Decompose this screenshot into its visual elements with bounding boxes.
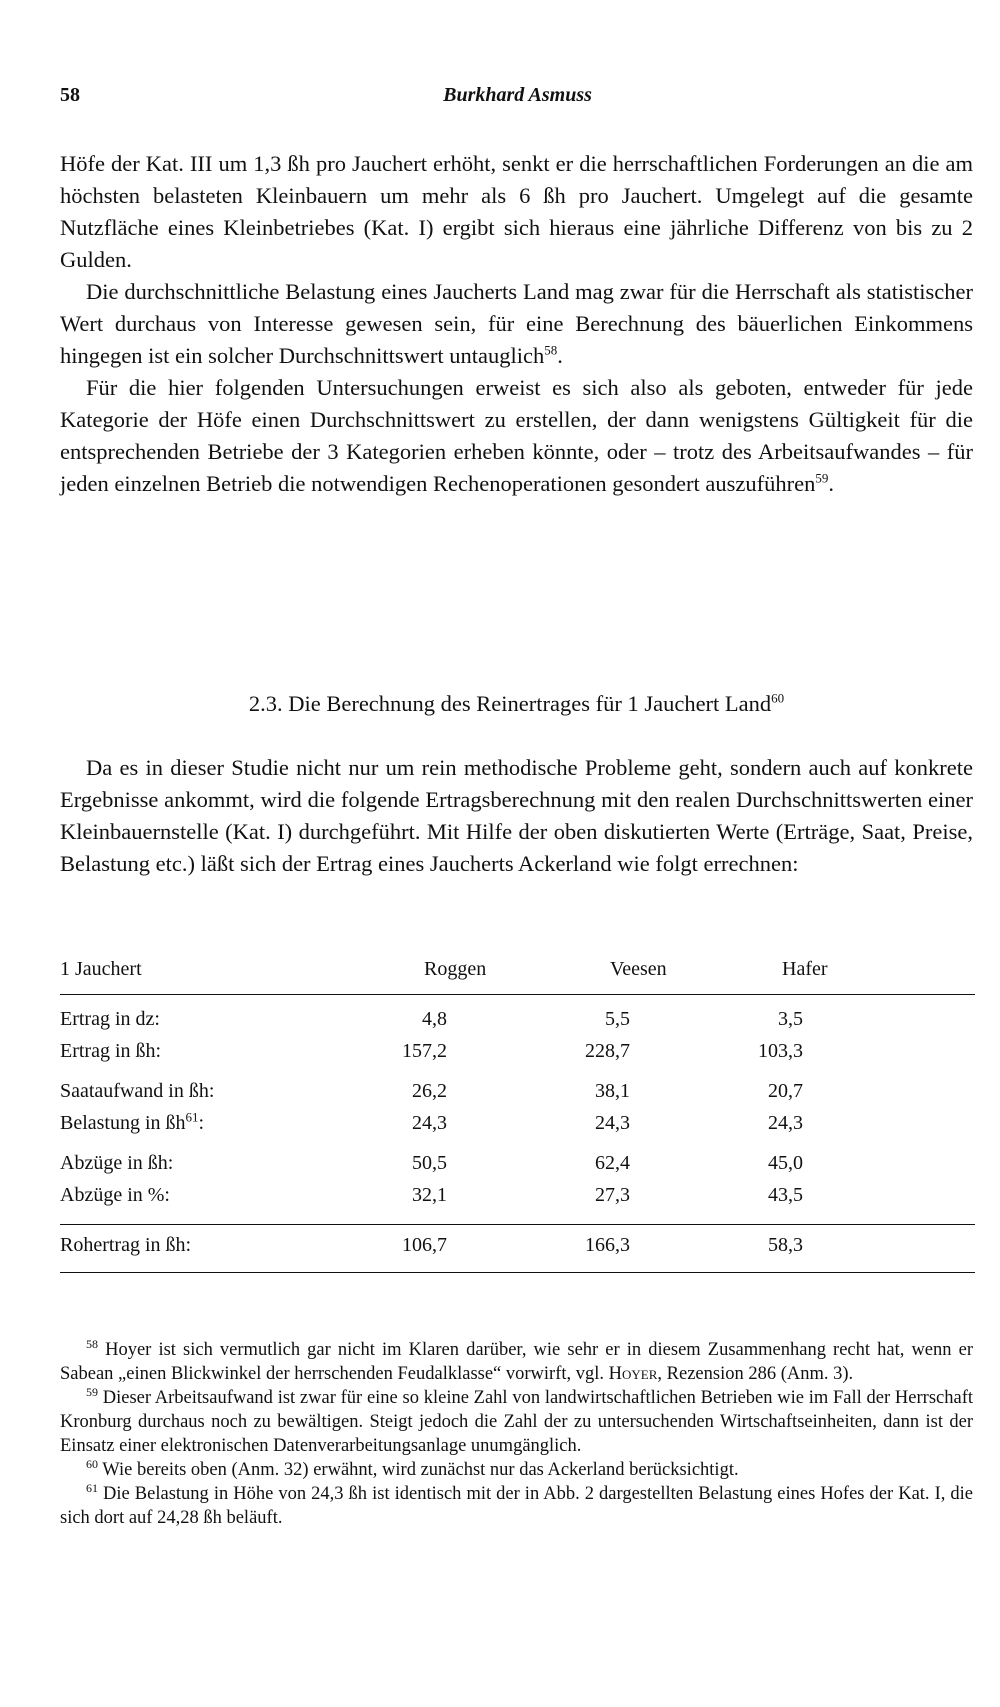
body-text-block-2 bbox=[60, 752, 973, 880]
paragraph-text: Für die hier folgenden Untersuchungen erweist es sich also als geboten, entweder für jede Kategorie der Höfe einen Durchschnittswert zu erstellen, der dann wenigstens Gültigkeit für die entsprechenden Betriebe der 3 Kategorien erheben könnte, oder – trotz des Arbeitsaufwandes – für jeden einzelnen Betrieb die notwendigen Rechenoperationen gesondert auszuführen bbox=[60, 375, 973, 496]
table-row bbox=[60, 1184, 975, 1216]
table-cell: 50,5 bbox=[412, 1152, 447, 1174]
table-cell: 26,2 bbox=[412, 1080, 447, 1102]
paragraph bbox=[60, 372, 973, 500]
table-cell: 166,3 bbox=[585, 1234, 630, 1256]
table-header-cell: 1 Jauchert bbox=[60, 958, 142, 980]
row-label bbox=[60, 1109, 205, 1135]
footnote-text: Hoyer ist sich vermutlich gar nicht im Klaren darüber, wie sehr er in diesem Zusammenhang recht hat, wenn er Sabean „einen Blickwinkel der herrschenden Feudalklasse“ vorwirft, vgl. bbox=[60, 1340, 973, 1384]
table-row-total bbox=[60, 1234, 975, 1266]
table-row bbox=[60, 1152, 975, 1184]
table-cell: 38,1 bbox=[595, 1080, 630, 1102]
page-number: 58 bbox=[60, 84, 80, 106]
table-cell: 157,2 bbox=[402, 1040, 447, 1062]
row-label: Saataufwand in ßh: bbox=[60, 1080, 215, 1102]
table-cell: 5,5 bbox=[605, 1008, 630, 1030]
table-header-cell: Veesen bbox=[610, 958, 667, 980]
running-head: Burkhard Asmuss bbox=[443, 84, 592, 106]
table-cell: 228,7 bbox=[585, 1040, 630, 1062]
footnote-number: 61 bbox=[86, 1480, 98, 1495]
footnote bbox=[60, 1458, 973, 1482]
table-row bbox=[60, 1080, 975, 1112]
footnote bbox=[60, 1386, 973, 1458]
paragraph-end: . bbox=[557, 343, 563, 368]
footnote-text: Die Belastung in Höhe von 24,3 ßh ist identisch mit der in Abb. 2 dargestellten Belastung eines Hofes der Kat. I, die sich dort auf 24,28 ßh beläuft. bbox=[60, 1484, 974, 1528]
footnote-ref: 59 bbox=[815, 470, 829, 486]
table-cell: 103,3 bbox=[758, 1040, 803, 1062]
footnote-author: Hoyer bbox=[608, 1364, 658, 1384]
section-title-text: 2.3. Die Berechnung des Reinertrages für 1 Jauchert Land bbox=[248, 691, 772, 716]
table-header-cell: Hafer bbox=[782, 958, 828, 980]
row-label: Abzüge in ßh: bbox=[60, 1152, 174, 1174]
table-row bbox=[60, 1040, 975, 1072]
table-row bbox=[60, 1008, 975, 1040]
paragraph bbox=[60, 276, 973, 372]
row-label-suffix: : bbox=[198, 1112, 205, 1134]
table-cell: 20,7 bbox=[768, 1080, 803, 1102]
table-row bbox=[60, 1109, 975, 1144]
table-rule bbox=[60, 1224, 975, 1225]
footnote-number: 59 bbox=[86, 1384, 98, 1399]
table-header-cell: Roggen bbox=[424, 958, 487, 980]
table-cell: 62,4 bbox=[595, 1152, 630, 1174]
page-header bbox=[60, 84, 975, 114]
row-label: Rohertrag in ßh: bbox=[60, 1234, 192, 1256]
row-label-text: Belastung in ßh bbox=[60, 1112, 186, 1134]
footnote-text: Wie bereits oben (Anm. 32) erwähnt, wird zunächst nur das Ackerland berücksichtigt. bbox=[102, 1460, 739, 1480]
footnote bbox=[60, 1338, 973, 1386]
table-cell: 24,3 bbox=[595, 1112, 630, 1134]
row-label: Abzüge in %: bbox=[60, 1184, 170, 1206]
paragraph: Höfe der Kat. III um 1,3 ßh pro Jauchert erhöht, senkt er die herrschaftlichen Forderungen an die am höchsten belasteten Kleinbauern um mehr als 6 ßh pro Jauchert. Umgelegt auf die gesamte Nutzfläche eines Kleinbetriebes (Kat. I) ergibt sich hieraus eine jährliche Differenz von bis zu 2 Gulden. bbox=[60, 151, 973, 272]
footnote-ref: 58 bbox=[544, 342, 558, 358]
table-cell: 27,3 bbox=[595, 1184, 630, 1206]
table-cell: 24,3 bbox=[412, 1112, 447, 1134]
table-cell: 4,8 bbox=[422, 1008, 447, 1030]
body-text-block-1 bbox=[60, 148, 973, 500]
footnote-ref: 61 bbox=[185, 1109, 199, 1125]
footnote-number: 58 bbox=[86, 1336, 98, 1351]
table-cell: 43,5 bbox=[768, 1184, 803, 1206]
section-heading bbox=[60, 688, 973, 720]
footnote-ref: 60 bbox=[771, 690, 785, 706]
table-header-row bbox=[60, 958, 975, 990]
paragraph: Da es in dieser Studie nicht nur um rein methodische Probleme geht, sondern auch auf konkrete Ergebnisse ankommt, wird die folgende Ertragsberechnung mit den realen Durchschnittswerten einer Kleinbauernstelle (Kat. I) durchgeführt. Mit Hilfe der oben diskutierten Werte (Erträge, Saat, Preise, Belastung etc.) läßt sich der Ertrag eines Jaucherts Ackerland wie folgt errechnen: bbox=[60, 755, 973, 876]
table-rule bbox=[60, 1272, 975, 1273]
footnote-text: , Rezension 286 (Anm. 3). bbox=[657, 1364, 854, 1384]
paragraph-text: Die durchschnittliche Belastung eines Jaucherts Land mag zwar für die Herrschaft als statistischer Wert durchaus von Interesse gewesen sein, für eine Berechnung des bäuerlichen Einkommens hingegen ist ein solcher Durchschnittswert untauglich bbox=[60, 279, 973, 368]
row-label: Ertrag in ßh: bbox=[60, 1040, 162, 1062]
row-label: Ertrag in dz: bbox=[60, 1008, 160, 1030]
table-rule bbox=[60, 994, 975, 995]
footnote-number: 60 bbox=[86, 1456, 98, 1471]
table-cell: 32,1 bbox=[412, 1184, 447, 1206]
footnote-text: Dieser Arbeitsaufwand ist zwar für eine so kleine Zahl von landwirtschaftlichen Betrieben wie im Fall der Herrschaft Kronburg durchaus noch zu bewältigen. Steigt jedoch die Zahl der zu untersuchenden Wirtschaftseinheiten, dann ist der Einsatz einer elektronischen Datenverarbeitungsanlage unumgänglich. bbox=[60, 1388, 973, 1456]
table-cell: 58,3 bbox=[768, 1234, 803, 1256]
yield-table bbox=[60, 958, 975, 1256]
footnote bbox=[60, 1482, 973, 1530]
table-cell: 3,5 bbox=[778, 1008, 803, 1030]
table-cell: 106,7 bbox=[402, 1234, 447, 1256]
table-cell: 24,3 bbox=[768, 1112, 803, 1134]
footnotes bbox=[60, 1338, 973, 1530]
paragraph-end: . bbox=[828, 471, 834, 496]
table-cell: 45,0 bbox=[768, 1152, 803, 1174]
